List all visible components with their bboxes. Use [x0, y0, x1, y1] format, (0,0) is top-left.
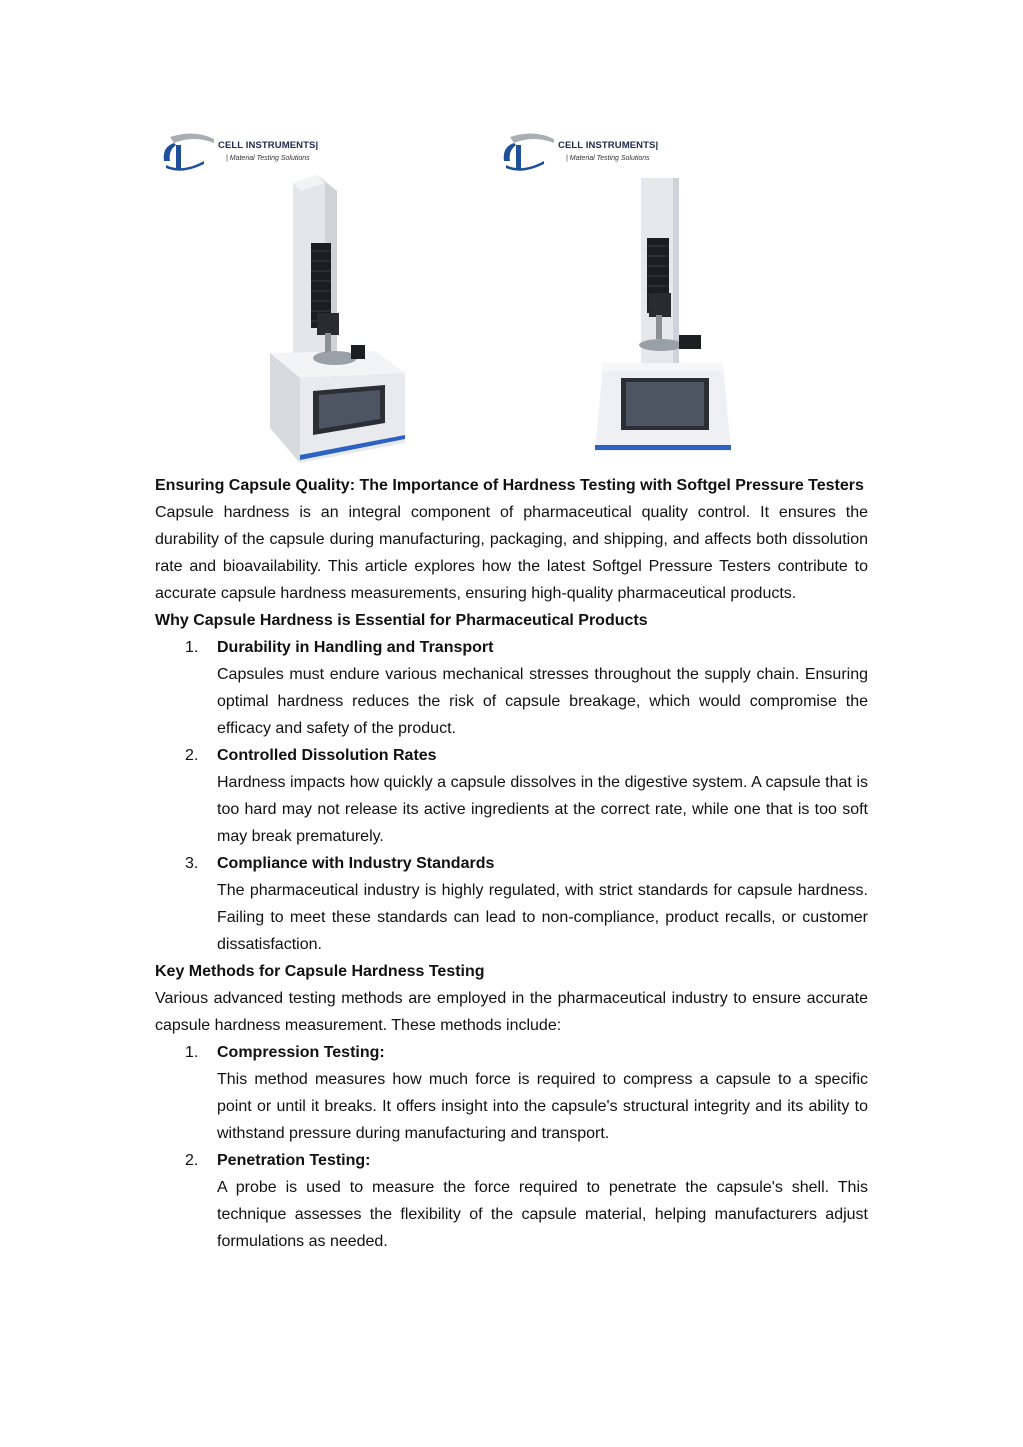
product-photo-angled — [160, 125, 505, 465]
article-intro: Capsule hardness is an integral component of pharmaceutical quality control. It ensures the durability of the capsule during manufacturing, packaging, and shipping, and affects both dissolution rate and bioavailability. This article explores how the latest Softgel Pressure Testers contribute to accurate capsule hardness measurements, ensuring high-quality pharmaceutical products. — [155, 504, 868, 602]
article — [155, 472, 868, 1255]
list-item-title: Compliance with Industry Standards — [217, 855, 495, 872]
list-item-body: Capsules must endure various mechanical stresses throughout the supply chain. Ensuring optimal hardness reduces the risk of capsule breakage, which would compromise the efficacy and safety of the product. — [217, 666, 868, 737]
product-photo-front — [500, 125, 845, 465]
list-item — [155, 742, 868, 850]
logo-mark-icon — [500, 131, 556, 171]
list-item-body: Hardness impacts how quickly a capsule dissolves in the digestive system. A capsule that is too hard may not release its active ingredients at the correct rate, while one that is too soft may break prematurely. — [217, 774, 868, 845]
brand-tagline: | Material Testing Solutions — [566, 155, 650, 162]
list-item-body: A probe is used to measure the force required to penetrate the capsule's shell. This technique assesses the flexibility of the capsule material, helping manufacturers adjust formulations as needed. — [217, 1179, 868, 1250]
brand-logo — [500, 131, 700, 171]
logo-mark-icon — [160, 131, 216, 171]
list-item-title: Penetration Testing: — [217, 1152, 371, 1169]
list-number: 1. — [185, 1044, 199, 1061]
list-item-title: Compression Testing: — [217, 1044, 385, 1061]
list-item — [155, 634, 868, 742]
brand-logo — [160, 131, 360, 171]
list-item — [155, 1039, 868, 1147]
list-item-title: Controlled Dissolution Rates — [217, 747, 437, 764]
softgel-tester-front-image — [595, 173, 795, 468]
list-item-body: The pharmaceutical industry is highly regulated, with strict standards for capsule hardness. Failing to meet these standards can lead to non-compliance, product recalls, or customer dissatisfaction. — [217, 882, 868, 953]
brand-name: CELL INSTRUMENTS| — [218, 140, 319, 151]
brand-tagline: | Material Testing Solutions — [226, 155, 310, 162]
section-heading-key-methods: Key Methods for Capsule Hardness Testing — [155, 963, 485, 980]
brand-name: CELL INSTRUMENTS| — [558, 140, 659, 151]
product-images — [155, 125, 868, 465]
softgel-tester-angled-image — [255, 173, 455, 468]
section-heading-why-hardness: Why Capsule Hardness is Essential for Pharmaceutical Products — [155, 612, 648, 629]
list-item-title: Durability in Handling and Transport — [217, 639, 494, 656]
list-number: 2. — [185, 1152, 199, 1169]
key-methods-list — [155, 1039, 868, 1255]
list-item — [155, 1147, 868, 1255]
list-item — [155, 850, 868, 958]
list-number: 1. — [185, 639, 199, 656]
key-methods-intro: Various advanced testing methods are employed in the pharmaceutical industry to ensure accurate capsule hardness measurement. These methods include: — [155, 990, 868, 1034]
list-number: 2. — [185, 747, 199, 764]
why-hardness-list — [155, 634, 868, 958]
list-item-body: This method measures how much force is required to compress a capsule to a specific point or until it breaks. It offers insight into the capsule's structural integrity and its ability to withstand pressure during manufacturing and transport. — [217, 1071, 868, 1142]
article-title: Ensuring Capsule Quality: The Importance of Hardness Testing with Softgel Pressure Testers — [155, 477, 864, 494]
list-number: 3. — [185, 855, 199, 872]
